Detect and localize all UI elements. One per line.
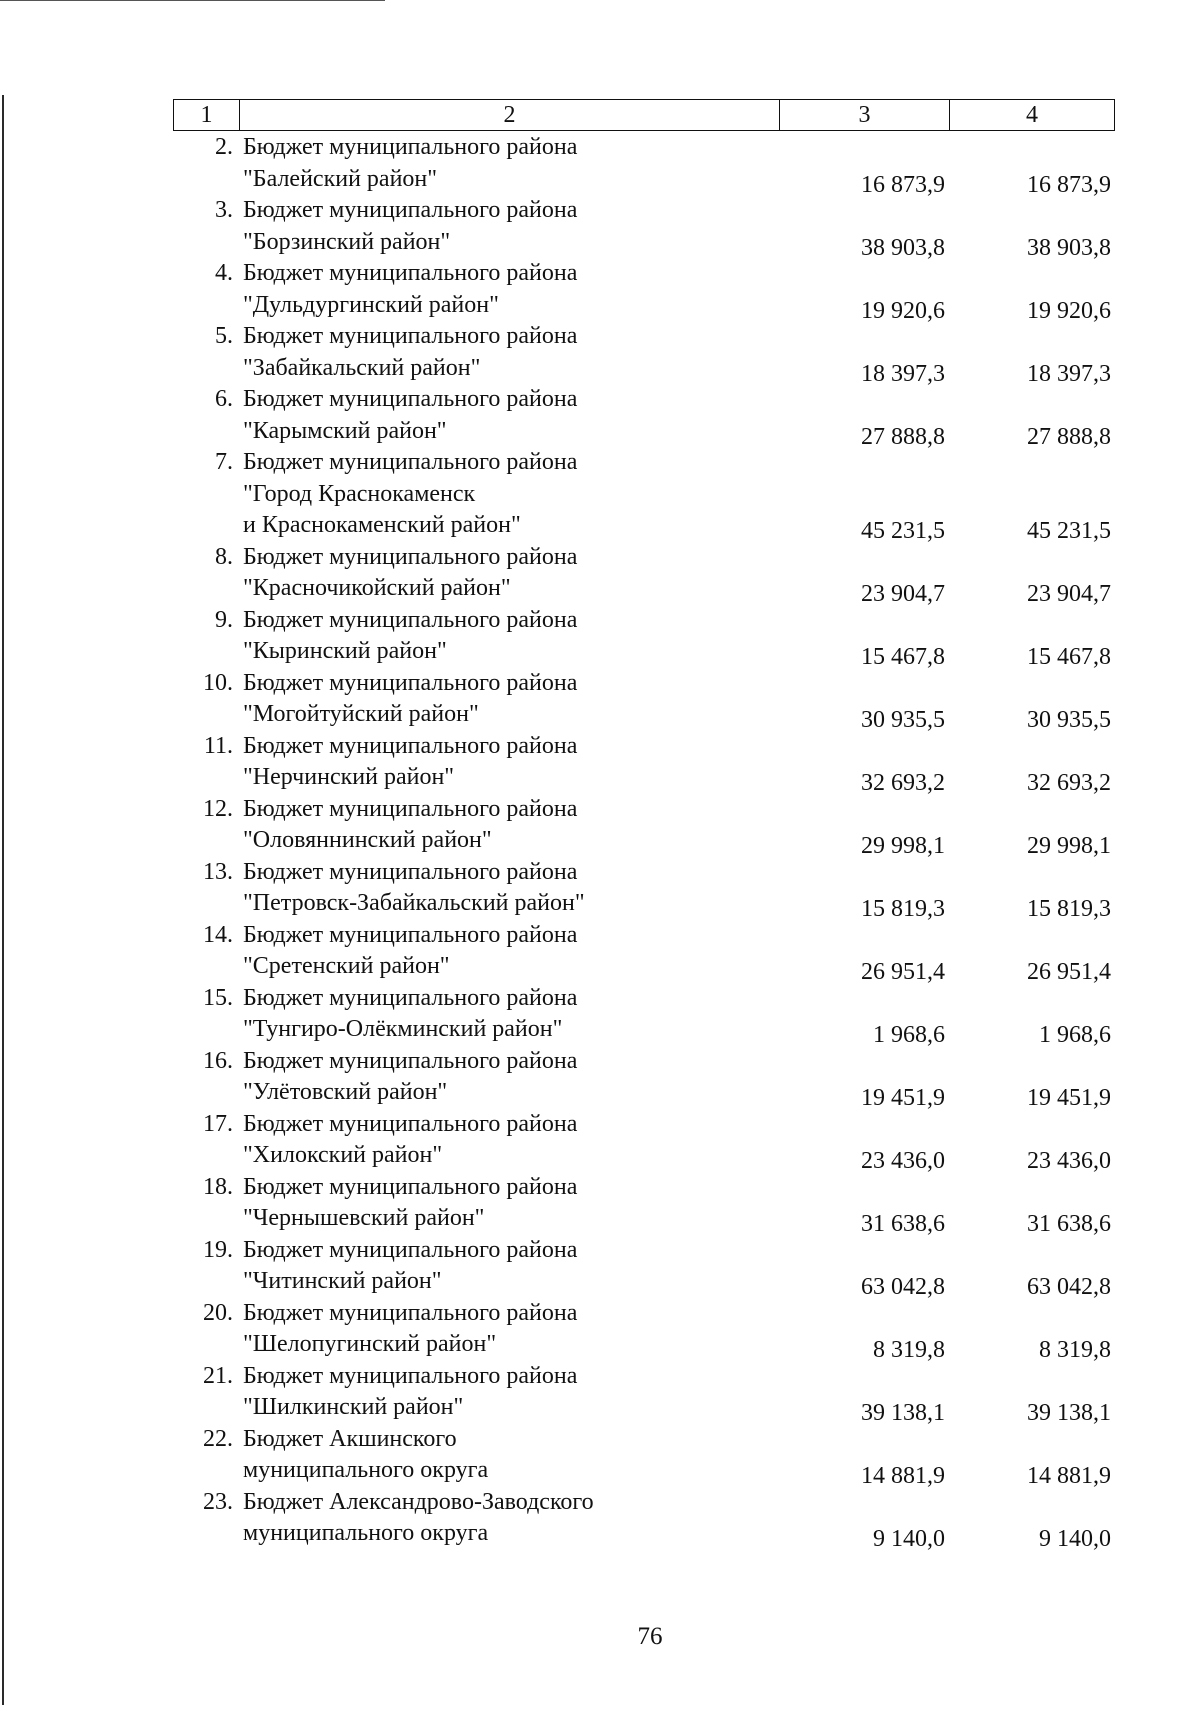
value-col-4: [949, 794, 1115, 857]
header-cell-2: 2: [240, 100, 780, 130]
row-number: 8.: [215, 543, 233, 570]
table-row: [173, 1361, 1115, 1424]
row-number: 20.: [203, 1299, 233, 1326]
budget-name-line: "Оловяннинский район": [243, 827, 492, 853]
table-row: [173, 1046, 1115, 1109]
value-col-4-text: 31 638,6: [1027, 1211, 1111, 1237]
value-col-4: [949, 542, 1115, 605]
value-col-4: [949, 1172, 1115, 1235]
table-row: [173, 857, 1115, 920]
value-col-4-text: 19 451,9: [1027, 1085, 1111, 1111]
page-number: 76: [637, 1623, 663, 1650]
table-row: [173, 1298, 1115, 1361]
table-row: [173, 983, 1115, 1046]
budget-name-line: муниципального округа: [243, 1457, 489, 1483]
value-col-4-text: 38 903,8: [1027, 234, 1111, 261]
value-col-3-text: 27 888,8: [861, 423, 945, 450]
value-col-3-text: 16 873,9: [861, 171, 945, 198]
row-number: 10.: [203, 669, 233, 696]
value-col-3-text: 9 140,0: [873, 1526, 945, 1552]
value-col-4: [949, 132, 1115, 198]
value-col-3-text: 26 951,4: [861, 959, 945, 985]
value-col-4-text: 63 042,8: [1027, 1274, 1111, 1300]
budget-name-line: Бюджет муниципального района: [243, 984, 578, 1011]
budget-name-line: Бюджет муниципального района: [243, 1110, 578, 1137]
budget-name: [239, 321, 779, 384]
budget-name: [239, 1172, 779, 1235]
value-col-3: [779, 1424, 949, 1487]
row-number: 12.: [203, 795, 233, 822]
value-col-3-text: 30 935,5: [861, 707, 945, 733]
row-number: 9.: [215, 606, 233, 633]
row-number: 17.: [203, 1110, 233, 1137]
budget-name-line: Бюджет муниципального района: [243, 1299, 578, 1326]
value-col-3-text: 19 920,6: [861, 297, 945, 324]
value-col-3: [779, 1172, 949, 1235]
budget-name-line: "Кыринский район": [243, 638, 447, 664]
scan-edge-top: [0, 0, 385, 1]
budget-name-line: "Город Краснокаменск: [243, 480, 476, 507]
value-col-4-text: 1 968,6: [1039, 1022, 1111, 1048]
budget-name: [239, 983, 779, 1046]
budget-name-line: Бюджет муниципального района: [243, 449, 578, 475]
value-col-3: [779, 731, 949, 794]
budget-name: [239, 668, 779, 731]
value-col-4: [949, 258, 1115, 324]
budget-name-line: Бюджет муниципального района: [243, 858, 578, 885]
budget-name-line: Бюджет муниципального района: [243, 134, 578, 160]
table-row: [173, 132, 1115, 198]
value-col-4: [949, 983, 1115, 1046]
value-col-4-text: 14 881,9: [1027, 1463, 1111, 1489]
value-col-3-text: 15 819,3: [861, 896, 945, 922]
row-number: 18.: [203, 1173, 233, 1200]
value-col-3-text: 19 451,9: [861, 1085, 945, 1111]
table-row: [173, 794, 1115, 857]
row-number: 22.: [203, 1425, 233, 1452]
budget-name: [239, 1109, 779, 1172]
value-col-3-text: 39 138,1: [861, 1400, 945, 1426]
budget-name: [239, 1235, 779, 1298]
value-col-4-text: 8 319,8: [1039, 1337, 1111, 1363]
budget-name-line: "Могойтуйский район": [243, 701, 479, 727]
row-number: 15.: [203, 984, 233, 1011]
value-col-3: [779, 1235, 949, 1298]
row-number: 13.: [203, 858, 233, 885]
value-col-4: [949, 857, 1115, 920]
budget-name-line: Бюджет муниципального района: [243, 197, 578, 223]
table-row: [173, 731, 1115, 794]
budget-name-line: муниципального округа: [243, 1520, 489, 1546]
budget-name: [239, 857, 779, 920]
value-col-4: [949, 384, 1115, 450]
table-row: [173, 542, 1115, 605]
budget-name-line: "Чернышевский район": [243, 1205, 485, 1231]
value-col-4-text: 19 920,6: [1027, 297, 1111, 324]
budget-name-line: Бюджет муниципального района: [243, 543, 578, 570]
budget-name: [239, 384, 779, 447]
budget-name-line: "Забайкальский район": [243, 354, 481, 381]
value-col-4: [949, 1487, 1115, 1550]
budget-name: [239, 1298, 779, 1361]
table-row: [173, 920, 1115, 983]
table-row: [173, 605, 1115, 668]
value-col-3: [779, 195, 949, 261]
budget-name-line: "Читинский район": [243, 1268, 442, 1294]
value-col-3: [779, 542, 949, 605]
value-col-4: [949, 668, 1115, 731]
row-number: 2.: [215, 134, 233, 160]
value-col-4-text: 30 935,5: [1027, 707, 1111, 733]
row-number: 4.: [215, 260, 233, 286]
table-row: [173, 1424, 1115, 1487]
value-col-3-text: 45 231,5: [861, 518, 945, 544]
row-number: 16.: [203, 1047, 233, 1074]
budget-name: [239, 132, 779, 195]
value-col-3-text: 38 903,8: [861, 234, 945, 261]
value-col-3: [779, 1361, 949, 1424]
value-col-4: [949, 731, 1115, 794]
value-col-4-text: 18 397,3: [1027, 360, 1111, 387]
row-number: 14.: [203, 921, 233, 948]
budget-name: [239, 920, 779, 983]
value-col-4-text: 39 138,1: [1027, 1400, 1111, 1426]
table-row: [173, 321, 1115, 387]
value-col-3-text: 8 319,8: [873, 1337, 945, 1363]
budget-name-line: "Красночикойский район": [243, 575, 511, 601]
table-row: [173, 1235, 1115, 1298]
value-col-3: [779, 132, 949, 198]
value-col-4: [949, 1424, 1115, 1487]
row-number: 21.: [203, 1362, 233, 1389]
value-col-3: [779, 668, 949, 731]
budget-name-line: "Карымский район": [243, 417, 447, 444]
budget-name-line: Бюджет муниципального района: [243, 606, 578, 633]
row-number: 5.: [215, 323, 233, 349]
value-col-4: [949, 1109, 1115, 1172]
value-col-4-text: 15 819,3: [1027, 896, 1111, 922]
value-col-3: [779, 920, 949, 983]
header-cell-1: 1: [174, 100, 240, 130]
value-col-4-text: 45 231,5: [1027, 518, 1111, 544]
value-col-3: [779, 258, 949, 324]
budget-name-line: "Шилкинский район": [243, 1394, 464, 1420]
table-body: [173, 132, 1115, 1550]
value-col-3-text: 14 881,9: [861, 1463, 945, 1489]
value-col-3-text: 15 467,8: [861, 644, 945, 670]
budget-name: [239, 1361, 779, 1424]
value-col-4-text: 32 693,2: [1027, 770, 1111, 796]
budget-name-line: Бюджет муниципального района: [243, 386, 578, 412]
table-row: [173, 668, 1115, 731]
row-number: 7.: [215, 449, 233, 475]
value-col-4: [949, 195, 1115, 261]
budget-name-line: "Хилокский район": [243, 1142, 443, 1168]
budget-name-line: Бюджет муниципального района: [243, 1362, 578, 1389]
value-col-3: [779, 1487, 949, 1550]
budget-name-line: Бюджет муниципального района: [243, 669, 578, 696]
table-row: [173, 1172, 1115, 1235]
budget-name-line: Бюджет муниципального района: [243, 1047, 578, 1074]
row-number: 23.: [203, 1488, 233, 1515]
row-number: 19.: [203, 1236, 233, 1263]
scan-edge-left: [2, 95, 4, 1705]
value-col-3-text: 1 968,6: [873, 1022, 945, 1048]
value-col-3: [779, 1109, 949, 1172]
value-col-4-text: 26 951,4: [1027, 959, 1111, 985]
value-col-4: [949, 321, 1115, 387]
budget-name-line: "Дульдургинский район": [243, 291, 499, 318]
budget-name-line: "Борзинский район": [243, 228, 451, 255]
budget-name: [239, 1424, 779, 1487]
value-col-3-text: 23 436,0: [861, 1148, 945, 1174]
budget-name: [239, 731, 779, 794]
budget-name-line: "Петровск-Забайкальский район": [243, 890, 585, 916]
table-row: [173, 1487, 1115, 1550]
row-number: 3.: [215, 197, 233, 223]
value-col-4: [949, 447, 1115, 542]
value-col-3: [779, 794, 949, 857]
budget-name-line: Бюджет муниципального района: [243, 260, 578, 286]
value-col-4: [949, 605, 1115, 668]
value-col-3: [779, 1298, 949, 1361]
value-col-3-text: 32 693,2: [861, 770, 945, 796]
table-row: [173, 1109, 1115, 1172]
value-col-4-text: 9 140,0: [1039, 1526, 1111, 1552]
value-col-4-text: 16 873,9: [1027, 171, 1111, 198]
budget-name: [239, 794, 779, 857]
budget-name-line: Бюджет муниципального района: [243, 1173, 578, 1200]
value-col-4: [949, 1235, 1115, 1298]
budget-name-line: Бюджет муниципального района: [243, 795, 578, 822]
budget-name: [239, 195, 779, 258]
budget-name: [239, 258, 779, 321]
budget-name-line: "Тунгиро-Олёкминский район": [243, 1016, 563, 1042]
row-number: 6.: [215, 386, 233, 412]
value-col-4-text: 29 998,1: [1027, 833, 1111, 859]
value-col-3-text: 63 042,8: [861, 1274, 945, 1300]
budget-name-line: Бюджет Акшинского: [243, 1425, 457, 1452]
budget-name-line: "Сретенский район": [243, 953, 450, 979]
value-col-4-text: 27 888,8: [1027, 423, 1111, 450]
budget-name-line: и Краснокаменский район": [243, 512, 521, 538]
budget-name-line: "Балейский район": [243, 165, 438, 192]
row-number: 11.: [203, 732, 233, 759]
table-row: [173, 195, 1115, 261]
value-col-3-text: 23 904,7: [861, 581, 945, 607]
value-col-3: [779, 321, 949, 387]
budget-name: [239, 542, 779, 605]
table-header: [173, 99, 1115, 131]
value-col-3: [779, 605, 949, 668]
value-col-4: [949, 920, 1115, 983]
header-cell-3: 3: [780, 100, 950, 130]
table-row: [173, 258, 1115, 324]
value-col-3-text: 18 397,3: [861, 360, 945, 387]
value-col-3: [779, 447, 949, 542]
value-col-4-text: 15 467,8: [1027, 644, 1111, 670]
value-col-4: [949, 1298, 1115, 1361]
value-col-3: [779, 384, 949, 450]
budget-name: [239, 1046, 779, 1109]
value-col-4: [949, 1361, 1115, 1424]
budget-name: [239, 1487, 779, 1550]
value-col-3: [779, 857, 949, 920]
value-col-4-text: 23 904,7: [1027, 581, 1111, 607]
budget-name-line: Бюджет муниципального района: [243, 732, 578, 759]
budget-name-line: "Нерчинский район": [243, 764, 455, 790]
value-col-3-text: 31 638,6: [861, 1211, 945, 1237]
header-cell-4: 4: [1026, 102, 1038, 128]
value-col-4: [949, 1046, 1115, 1109]
table-row: [173, 384, 1115, 450]
budget-name-line: "Улётовский район": [243, 1079, 448, 1105]
budget-name-line: Бюджет муниципального района: [243, 323, 578, 349]
budget-name-line: Бюджет Александрово-Заводского: [243, 1488, 594, 1515]
budget-name: [239, 447, 779, 542]
budget-name-line: "Шелопугинский район": [243, 1331, 497, 1357]
value-col-3: [779, 1046, 949, 1109]
value-col-3: [779, 983, 949, 1046]
budget-name: [239, 605, 779, 668]
budget-name-line: Бюджет муниципального района: [243, 1236, 578, 1263]
table-row: [173, 447, 1115, 542]
value-col-3-text: 29 998,1: [861, 833, 945, 859]
value-col-4-text: 23 436,0: [1027, 1148, 1111, 1174]
budget-name-line: Бюджет муниципального района: [243, 921, 578, 948]
